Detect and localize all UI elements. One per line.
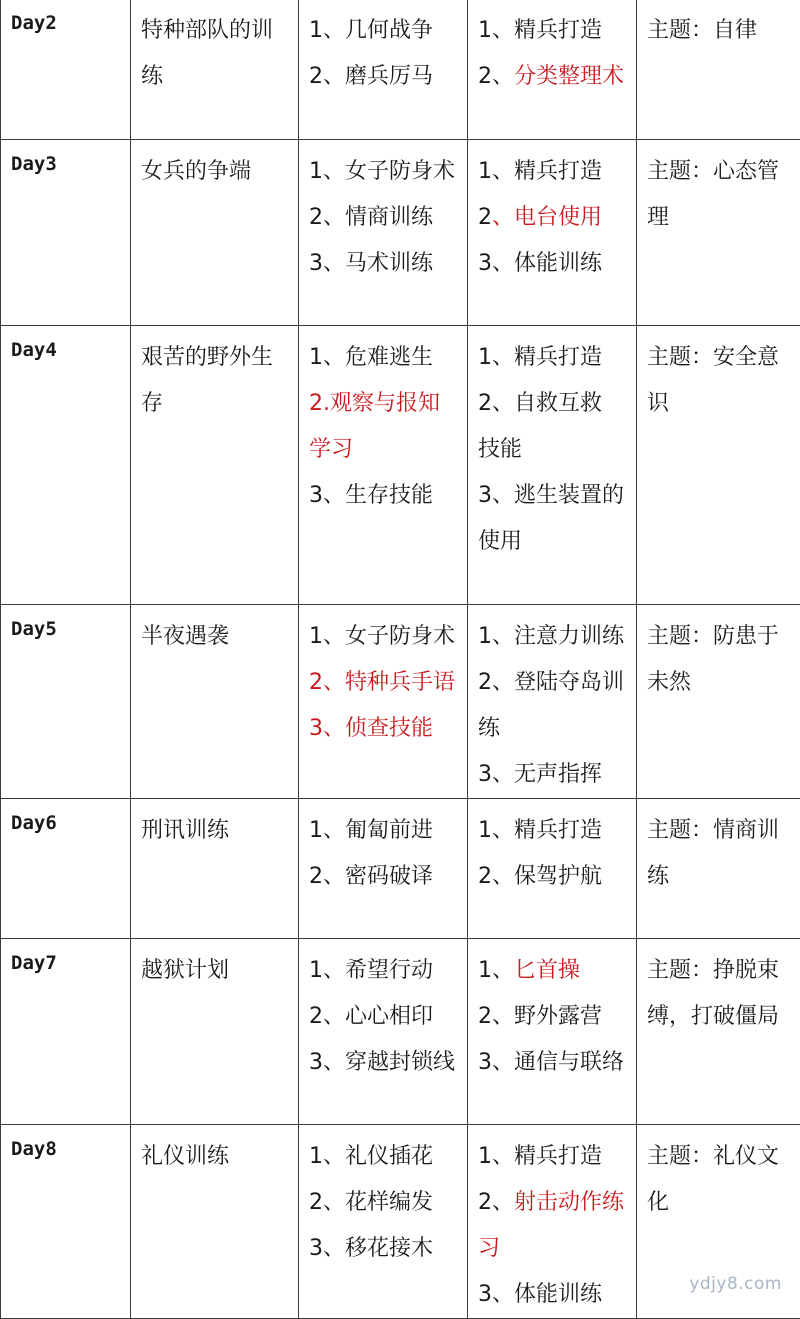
day-label: Day4 (1, 326, 131, 605)
list-item: 2、磨兵厉马 (309, 54, 459, 100)
list-item: 1、精兵打造 (478, 335, 628, 381)
activities-b (468, 799, 637, 939)
list-item: 2、电台使用 (478, 195, 628, 241)
theme-line: 主题：礼仪文 (647, 1134, 792, 1180)
day-label: Day2 (1, 0, 131, 140)
list-item: 1、礼仪插花 (309, 1134, 459, 1180)
highlight-text: 匕首操 (514, 958, 580, 983)
theme-line: 缚，打破僵局 (647, 994, 792, 1040)
highlight-text: 射击动作练 (514, 1190, 624, 1215)
theme-cell (637, 939, 800, 1125)
activities-a (299, 0, 468, 140)
list-item: 3、穿越封锁线 (309, 1040, 459, 1086)
theme-line: 识 (647, 381, 792, 427)
title-line: 存 (141, 381, 290, 427)
list-item: 练 (478, 706, 628, 752)
highlight-text: 、电台使用 (492, 205, 602, 230)
schedule-body (1, 0, 800, 1319)
activities-a (299, 605, 468, 799)
list-item: 1、几何战争 (309, 8, 459, 54)
theme-line: 主题：自律 (647, 8, 792, 54)
watermark-text: ydjy8.com (689, 1274, 782, 1294)
list-item (309, 427, 459, 473)
title-line: 特种部队的训 (141, 8, 290, 54)
list-item: 2、射击动作练 (478, 1180, 628, 1226)
table-row (1, 799, 800, 939)
title-line: 半夜遇袭 (141, 614, 290, 660)
highlight-text: 学习 (309, 437, 353, 462)
theme-line: 主题：安全意 (647, 335, 792, 381)
list-item (309, 660, 459, 706)
highlight-text: 2、特种兵手语 (309, 670, 455, 695)
list-item: 2、野外露营 (478, 994, 628, 1040)
list-item: 1、精兵打造 (478, 1134, 628, 1180)
table-row (1, 140, 800, 326)
list-item: 3、无声指挥 (478, 752, 628, 798)
highlight-text: 2.观察与报知 (309, 391, 440, 416)
list-item (478, 1226, 628, 1272)
highlight-text: 分类整理术 (514, 64, 624, 89)
table-row (1, 939, 800, 1125)
list-item: 1、女子防身术 (309, 614, 459, 660)
list-item: 3、体能训练 (478, 241, 628, 287)
title-line: 刑讯训练 (141, 808, 290, 854)
list-item: 3、移花接木 (309, 1226, 459, 1272)
theme-line: 主题：防患于 (647, 614, 792, 660)
day-label: Day8 (1, 1125, 131, 1319)
day-label: Day7 (1, 939, 131, 1125)
list-item: 技能 (478, 427, 628, 473)
list-item: 3、马术训练 (309, 241, 459, 287)
session-title (131, 0, 299, 140)
activities-b (468, 1125, 637, 1319)
activities-a (299, 799, 468, 939)
list-item (309, 706, 459, 752)
activities-a (299, 140, 468, 326)
theme-line: 主题：情商训 (647, 808, 792, 854)
list-item: 2、花样编发 (309, 1180, 459, 1226)
list-item: 1、希望行动 (309, 948, 459, 994)
theme-cell (637, 0, 800, 140)
activities-b (468, 0, 637, 140)
title-line: 女兵的争端 (141, 149, 290, 195)
theme-cell (637, 799, 800, 939)
list-item: 2、心心相印 (309, 994, 459, 1040)
list-item (309, 381, 459, 427)
theme-line: 主题：心态管 (647, 149, 792, 195)
title-line: 越狱计划 (141, 948, 290, 994)
list-item: 2、保驾护航 (478, 854, 628, 900)
list-item: 使用 (478, 519, 628, 565)
theme-line: 主题：挣脱束 (647, 948, 792, 994)
day-label: Day5 (1, 605, 131, 799)
list-item: 2、情商训练 (309, 195, 459, 241)
list-item: 1、注意力训练 (478, 614, 628, 660)
activities-b (468, 326, 637, 605)
title-line: 礼仪训练 (141, 1134, 290, 1180)
list-item: 3、体能训练 (478, 1272, 628, 1318)
activities-b (468, 605, 637, 799)
activities-a (299, 326, 468, 605)
session-title (131, 605, 299, 799)
theme-cell (637, 140, 800, 326)
activities-a (299, 1125, 468, 1319)
theme-cell (637, 605, 800, 799)
list-item: 2、登陆夺岛训 (478, 660, 628, 706)
session-title (131, 939, 299, 1125)
list-item: 3、生存技能 (309, 473, 459, 519)
session-title (131, 326, 299, 605)
table-row (1, 326, 800, 605)
list-item: 2、分类整理术 (478, 54, 628, 100)
list-item: 3、逃生装置的 (478, 473, 628, 519)
list-item: 1、精兵打造 (478, 808, 628, 854)
table-row (1, 1125, 800, 1319)
activities-a (299, 939, 468, 1125)
theme-line: 化 (647, 1180, 792, 1226)
theme-cell (637, 326, 800, 605)
list-item: 1、匕首操 (478, 948, 628, 994)
list-item: 1、精兵打造 (478, 8, 628, 54)
list-item: 1、女子防身术 (309, 149, 459, 195)
activities-b (468, 939, 637, 1125)
list-item: 3、通信与联络 (478, 1040, 628, 1086)
highlight-text: 习 (478, 1236, 500, 1261)
title-line: 练 (141, 54, 290, 100)
theme-line: 练 (647, 854, 792, 900)
theme-line: 理 (647, 195, 792, 241)
theme-line: 未然 (647, 660, 792, 706)
list-item: 1、精兵打造 (478, 149, 628, 195)
day-label: Day3 (1, 140, 131, 326)
table-row (1, 605, 800, 799)
list-item: 2、密码破译 (309, 854, 459, 900)
title-line: 艰苦的野外生 (141, 335, 290, 381)
list-item: 1、危难逃生 (309, 335, 459, 381)
session-title (131, 140, 299, 326)
table-row (1, 0, 800, 140)
highlight-text: 3、侦查技能 (309, 716, 433, 741)
list-item: 2、自救互救 (478, 381, 628, 427)
list-item: 1、匍匐前进 (309, 808, 459, 854)
session-title (131, 799, 299, 939)
day-label: Day6 (1, 799, 131, 939)
session-title (131, 1125, 299, 1319)
activities-b (468, 140, 637, 326)
